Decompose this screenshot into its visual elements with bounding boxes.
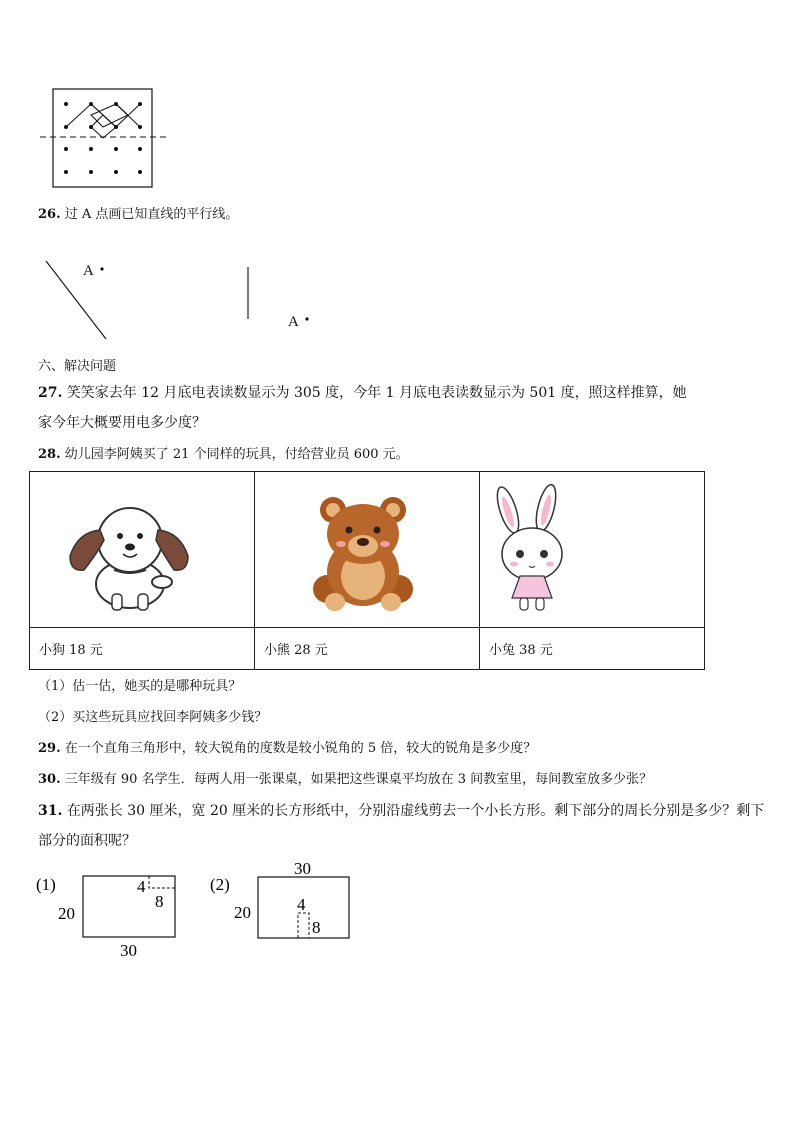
dog-icon <box>30 472 245 627</box>
question-30: 30. 三年级有 90 名学生．每两人用一张课桌，如果把这些课桌平均放在 3 间教室里，每间教室放多少张？ <box>38 772 653 787</box>
rectangle-figure-2 <box>208 856 358 942</box>
dot-grid-figure <box>38 86 170 192</box>
figure-1-width: 30 <box>120 941 137 960</box>
question-31: 31. 在两张长 30 厘米，宽 20 厘米的长方形纸中，分别沿虚线剪去一个小长方形。剩下部分的周长分别是多少？剩下 部分的面积呢？ <box>38 803 765 849</box>
question-28-sub-1: （1）估一估，她买的是哪种玩具？ <box>38 679 242 694</box>
bear-icon <box>255 472 470 627</box>
question-28: 28. 幼儿园李阿姨买了 21 个同样的玩具，付给营业员 600 元。 <box>38 447 409 462</box>
section-six-title: 六、解决问题 <box>38 359 117 374</box>
question-28-sub-2: （2）买这些玩具应找回李阿姨多少钱？ <box>38 710 268 725</box>
figure-2-label: (2) <box>210 875 230 894</box>
figure-1-cut-width: 4 <box>137 877 146 896</box>
question-26: 26. 过 A 点画已知直线的平行线。 <box>38 207 239 222</box>
question-29: 29. 在一个直角三角形中，较大锐角的度数是较小锐角的 5 倍，较大的锐角是多少度？ <box>38 741 537 756</box>
toy-price-table <box>29 471 705 670</box>
figure-2-height: 20 <box>234 903 251 922</box>
figure-2-cut-width: 4 <box>297 895 306 914</box>
toy-caption-dog: 小狗 18 元 <box>30 628 255 670</box>
toy-image-cell <box>480 472 705 628</box>
point-a-label-2: A <box>288 314 299 330</box>
figure-1-label: (1) <box>36 875 56 894</box>
figure-1-cut-height: 8 <box>155 892 164 911</box>
figure-2-cut-height: 8 <box>312 918 321 937</box>
point-a-label-1: A <box>83 263 94 279</box>
figure-1-height: 20 <box>58 904 75 923</box>
toy-caption-rabbit: 小兔 38 元 <box>480 628 705 670</box>
toy-caption-bear: 小熊 28 元 <box>255 628 480 670</box>
parallel-line-figure <box>40 255 330 345</box>
figure-2-width: 30 <box>294 859 311 878</box>
toy-image-cell <box>30 472 255 628</box>
rectangle-figure-1 <box>34 866 184 962</box>
rabbit-icon <box>480 472 695 627</box>
question-27: 27. 笑笑家去年 12 月底电表读数显示为 305 度，今年 1 月底电表读数显示为 501 度，照这样推算，她 家今年大概要用电多少度？ <box>38 385 687 431</box>
toy-image-cell <box>255 472 480 628</box>
